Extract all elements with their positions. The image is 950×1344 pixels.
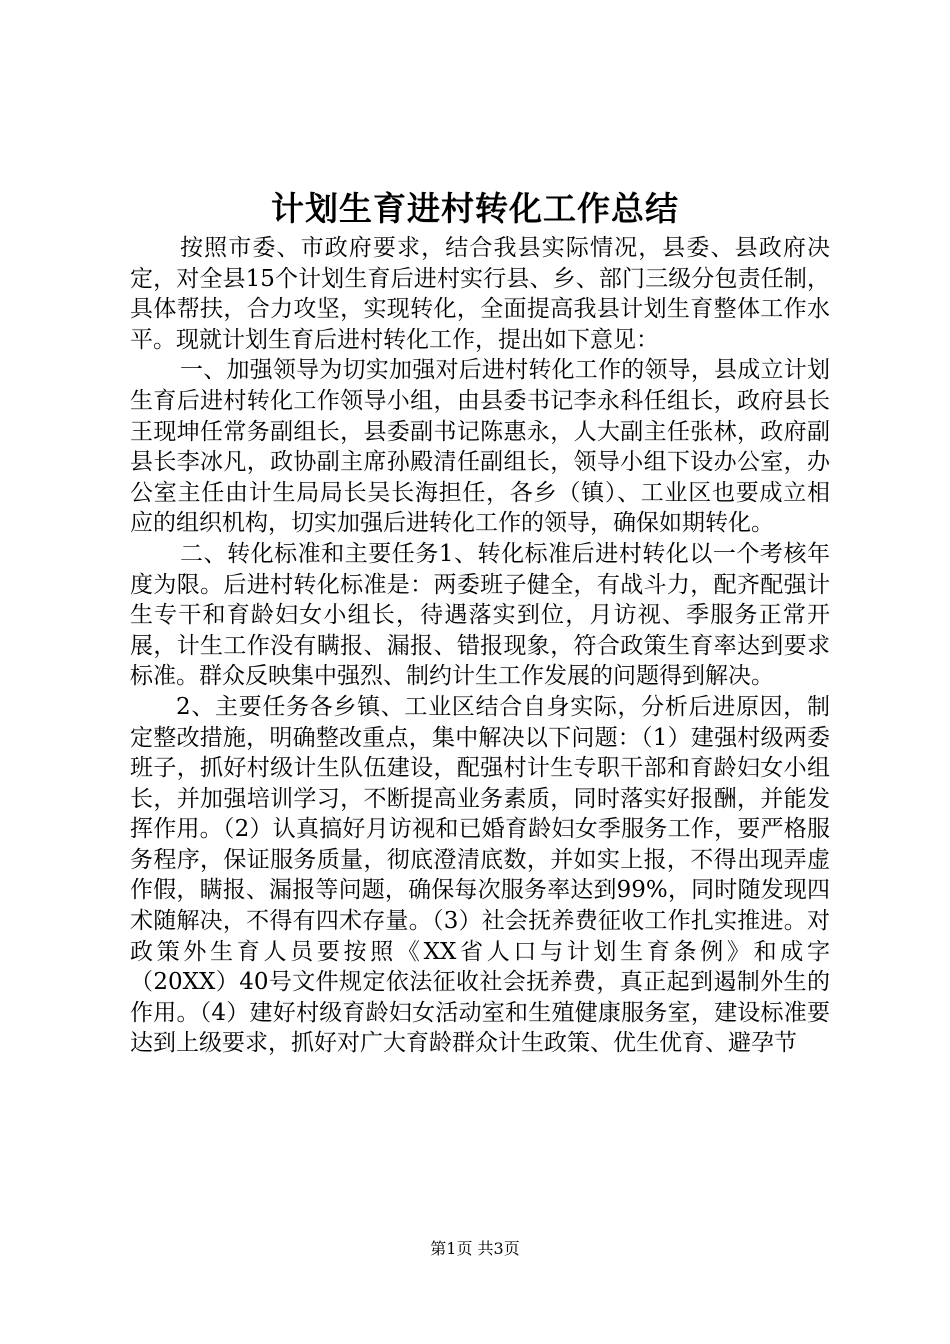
paragraph-intro: 按照市委、市政府要求，结合我县实际情况，县委、县政府决定，对全县15个计划生育后进村实行县、乡、部门三级分包责任制，具体帮扶，合力攻坚，实现转化，全面提高我县计划生育整体工作水平。现就计划生育后进村转化工作，提出如下意见：	[130, 235, 830, 353]
paragraph-leadership: 一、加强领导为切实加强对后进村转化工作的领导，县成立计划生育后进村转化工作领导小组，由县委书记李永科任组长，政府县长王现坤任常务副组长，县委副书记陈惠永，人大副主任张林，政府副县长李冰凡，政协副主席孙殿清任副组长，领导小组下设办公室，办公室主任由计生局局长吴长海担任，各乡（镇）、工业区也要成立相应的组织机构，切实加强后进转化工作的领导，确保如期转化。	[130, 357, 830, 537]
document-body	[130, 233, 830, 1059]
document-title: 计划生育进村转化工作总结	[271, 189, 679, 228]
paragraph-standards: 二、转化标准和主要任务1、转化标准后进村转化以一个考核年度为限。后进村转化标准是：两委班子健全，有战斗力，配齐配强计生专干和育龄妇女小组长，待遇落实到位，月访视、季服务正常开展，计生工作没有瞒报、漏报、错报现象，符合政策生育率达到要求标准。群众反映集中强烈、制约计生工作发展的问题得到解决。	[130, 540, 830, 690]
page-footer: 第1页 共3页	[430, 1239, 520, 1258]
paragraph-main-tasks: 2、主要任务各乡镇、工业区结合自身实际，分析后进原因，制定整改措施，明确整改重点，集中解决以下问题：（1）建强村级两委班子，抓好村级计生队伍建设，配强村计生专职干部和育龄妇女小组长，并加强培训学习，不断提高业务素质，同时落实好报酬，并能发挥作用。（2）认真搞好月访视和已婚育龄妇女季服务工作，要严格服务程序，保证服务质量，彻底澄清底数，并如实上报，不得出现弄虚作假，瞒报、漏报等问题，确保每次服务率达到99%，同时随发现四术随解决，不得有四术存量。（3）社会抚养费征收工作扎实推进。对政策外生育人员要按照《XX省人口与计划生育条例》和成字（20XX）40号文件规定依法征收社会抚养费，真正起到遏制外生的作用。（4）建好村级育龄妇女活动室和生殖健康服务室，建设标准要达到上级要求，抓好对广大育龄群众计生政策、优生优育、避孕节	[130, 693, 830, 1057]
